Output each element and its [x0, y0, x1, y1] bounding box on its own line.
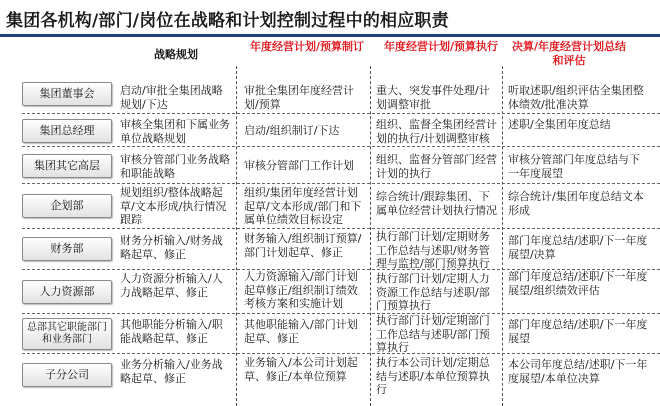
table-cell: 人力资源输入/部门计划起草修正/组织制订绩效考核方案和实施计划 — [244, 270, 358, 310]
row-divider — [22, 228, 660, 229]
table-cell: 综合统计/跟踪集团、下属单位经营计划执行情况 — [376, 190, 497, 217]
table-cell: 本公司年度总结/述职/下一年度展望/本单位决算 — [508, 358, 648, 385]
table-cell: 其他职能分析输入/职能战略起草、修正 — [120, 318, 223, 345]
table-cell: 人力资源分析输入/人力战略起草、修正 — [120, 272, 223, 299]
row-label-other-departments: 总部其它职能部门和业务部门 — [22, 318, 112, 350]
row-divider — [22, 146, 660, 147]
page-title: 集团各机构/部门/岗位在战略和计划控制过程中的相应职责 — [6, 11, 449, 31]
table-cell: 审核分管部门工作计划 — [244, 159, 354, 172]
table-cell: 部门年度总结/述职/下一年度展望/决算 — [508, 234, 648, 261]
table-cell: 述职/全集团年度总结 — [508, 118, 611, 131]
table-cell: 其他职能输入/部门计划起草、修正 — [244, 318, 358, 345]
row-label-finance-dept: 财务部 — [22, 237, 112, 261]
table-cell: 审批全集团年度经营计划/预算 — [244, 84, 354, 111]
table-cell: 组织、监督全集团经营计划的执行/计划调整审核 — [376, 118, 497, 145]
table-cell: 听取述职/组织评估全集团整体绩效/批准决算 — [508, 84, 644, 111]
header-annual-plan-execution: 年度经营计划/预算执行 — [383, 40, 499, 53]
row-divider — [22, 183, 660, 184]
table-cell: 规划组织/整体战略起草/文本形成/执行情况跟踪 — [120, 186, 227, 226]
row-label-general-manager: 集团总经理 — [22, 119, 112, 143]
header-strategy-planning: 战略规划 — [154, 48, 198, 61]
title-divider — [0, 34, 660, 37]
header-final-accounts-evaluation: 决算/年度经营计划总结和评估 — [511, 40, 627, 67]
header-annual-plan-formulation: 年度经营计划/预算制订 — [249, 40, 365, 53]
table-cell: 重大、突发事件处理/计划调整审批 — [376, 84, 490, 111]
table-cell: 执行部门计划/定期部门工作总结与述职/部门预算执行 — [376, 314, 490, 354]
column-divider — [370, 66, 371, 406]
table-cell: 执行部门计划/定期人力资源工作总结与述职/部门预算执行 — [376, 272, 490, 312]
table-cell: 财务分析输入/财务战略起草、修正 — [120, 234, 223, 261]
column-divider — [502, 66, 503, 406]
table-cell: 执行部门计划/定期财务工作总结与述职/财务管理与监控/部门预算执行 — [376, 230, 490, 270]
table-cell: 财务输入/组织制订预算/部门计划起草、修正 — [244, 232, 362, 259]
table-cell: 业务分析输入/业务战略起草、修正 — [120, 358, 223, 385]
table-cell: 启动/审批全集团战略规划/下达 — [120, 84, 223, 111]
row-divider — [22, 313, 660, 314]
row-label-other-executives: 集团其它高层 — [22, 154, 112, 178]
table-cell: 综合统计/集团年度总结文本形成 — [508, 190, 644, 217]
table-cell: 审核分管部门业务战略和职能战略 — [120, 153, 230, 180]
row-label-subsidiaries: 子分公司 — [22, 363, 112, 387]
table-cell: 审核全集团和下属业务单位战略规划 — [120, 118, 230, 145]
table-cell: 组织/集团年度经营计划起草/文本形成/部门和下属单位绩效目标设定 — [244, 186, 362, 226]
row-divider — [22, 353, 660, 354]
row-label-hr-dept: 人力资源部 — [22, 280, 112, 304]
row-label-board: 集团董事会 — [22, 82, 112, 106]
table-cell: 部门年度总结/述职/下一年度展望 — [508, 318, 648, 345]
table-cell: 审核分管部门年度总结与下一年度展望 — [508, 153, 640, 180]
row-divider — [22, 113, 660, 114]
table-cell: 部门年度总结/述职/下一年度展望/组织绩效评估 — [508, 270, 648, 297]
table-cell: 组织、监督分管部门经营计划的执行 — [376, 153, 497, 180]
table-cell: 业务输入/本公司计划起草、修正/本单位预算 — [244, 356, 358, 383]
column-divider — [236, 66, 237, 406]
table-cell: 启动/组织制订/下达 — [244, 124, 340, 137]
row-label-planning-dept: 企划部 — [22, 194, 112, 218]
table-cell: 执行本公司计划/定期总结与述职/本单位预算执行 — [376, 356, 490, 396]
